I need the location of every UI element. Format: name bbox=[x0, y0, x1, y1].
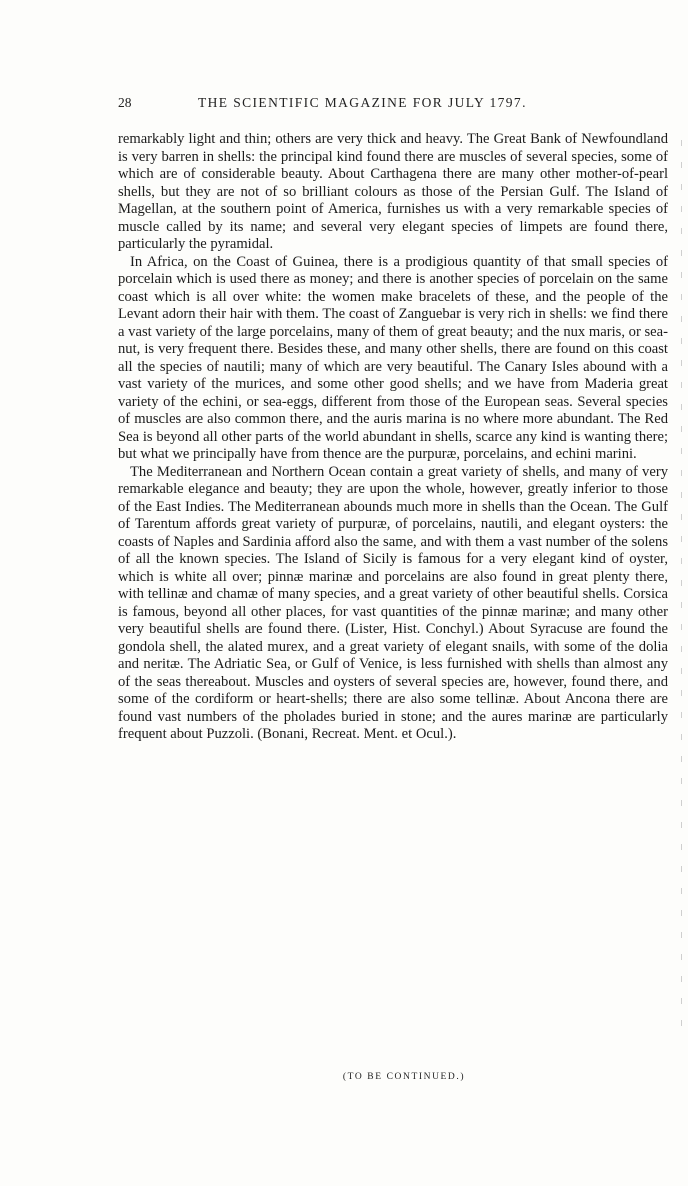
paragraph-continuation: remarkably light and thin; others are very thick and heavy. The Great Bank of Newfoundland is very barren in shells: the principal kind found there are muscles of several species, some of which are of considerable beauty. About Carthagena there are many other mother-of-pearl shells, but they are not of so brilliant colours as those of the Persian Gulf. The Island of Magellan, at the southern point of America, furnishes us with a very remarkable species of muscle called by its name; and several very elegant species of limpets are found there, particularly the pyramidal. bbox=[118, 131, 668, 252]
running-head: THE SCIENTIFIC MAGAZINE FOR JULY 1797. bbox=[198, 95, 527, 110]
page-number: 28 bbox=[118, 95, 132, 110]
page-edge-mark bbox=[681, 140, 682, 1040]
paragraph-africa: In Africa, on the Coast of Guinea, there is a prodigious quantity of that small species of porcelain which is used there as money; and there is another species of porcelain on the same coast which is all over white: the women make bracelets of these, and the people of the Levant adorn their hair with them. The coast of Zanguebar is very rich in shells: we find there a vast variety of the large porcelains, many of them of great beauty; and the nux maris, or sea-nut, is very frequent there. Besides these, and many other shells, there are found on this coast all the species of nautili; many of which are very beautiful. The Canary Isles abound with a vast variety of the murices, and some other good shells; and we have from Maderia great variety of the echini, or sea-eggs, different from those of the European seas. Several species of muscles are also common there, and the auris marina is no where more abundant. The Red Sea is beyond all other parts of the world abundant in shells, scarce any kind is wanting there; but what we principally have from thence are the purpuræ, porcelains, and echini marini. bbox=[118, 253, 668, 462]
paragraph-mediterranean: The Mediterranean and Northern Ocean contain a great variety of shells, and many of very remarkable elegance and beauty; they are upon the whole, however, greatly inferior to those of the East Indies. The Mediterranean abounds much more in shells than the Ocean. The Gulf of Tarentum affords great variety of purpuræ, of porcelains, nautili, and elegant oysters: the coasts of Naples and Sardinia afford also the same, and with them a vast number of the solens of all the known species. The Island of Sicily is famous for a very elegant kind of oyster, which is white all over; pinnæ marinæ and porcelains are also found in great plenty there, with tellinæ and chamæ of many species, and a great variety of other beautiful shells. Corsica is famous, beyond all other places, for vast quantities of the pinnæ marinæ; and many other very beautiful shells are found there. (Lister, Hist. Conchyl.) About Syracuse are found the gondola shell, the alated murex, and a great variety of elegant snails, with some of the dolia and neritæ. The Adriatic Sea, or Gulf of Venice, is less furnished with shells than almost any of the seas thereabout. Muscles and oysters of several species are, however, found there, and some of the cordiform or heart-shells; there are also some tellinæ. About Ancona there are found vast numbers of the pholades buried in stone; and the aures marinæ are particularly frequent about Puzzoli. (Bonani, Recreat. Ment. et Ocul.). bbox=[118, 463, 668, 742]
article-body bbox=[118, 131, 668, 744]
page-header bbox=[118, 95, 670, 117]
to-be-continued-note: (TO BE CONTINUED.) bbox=[342, 1072, 466, 1082]
